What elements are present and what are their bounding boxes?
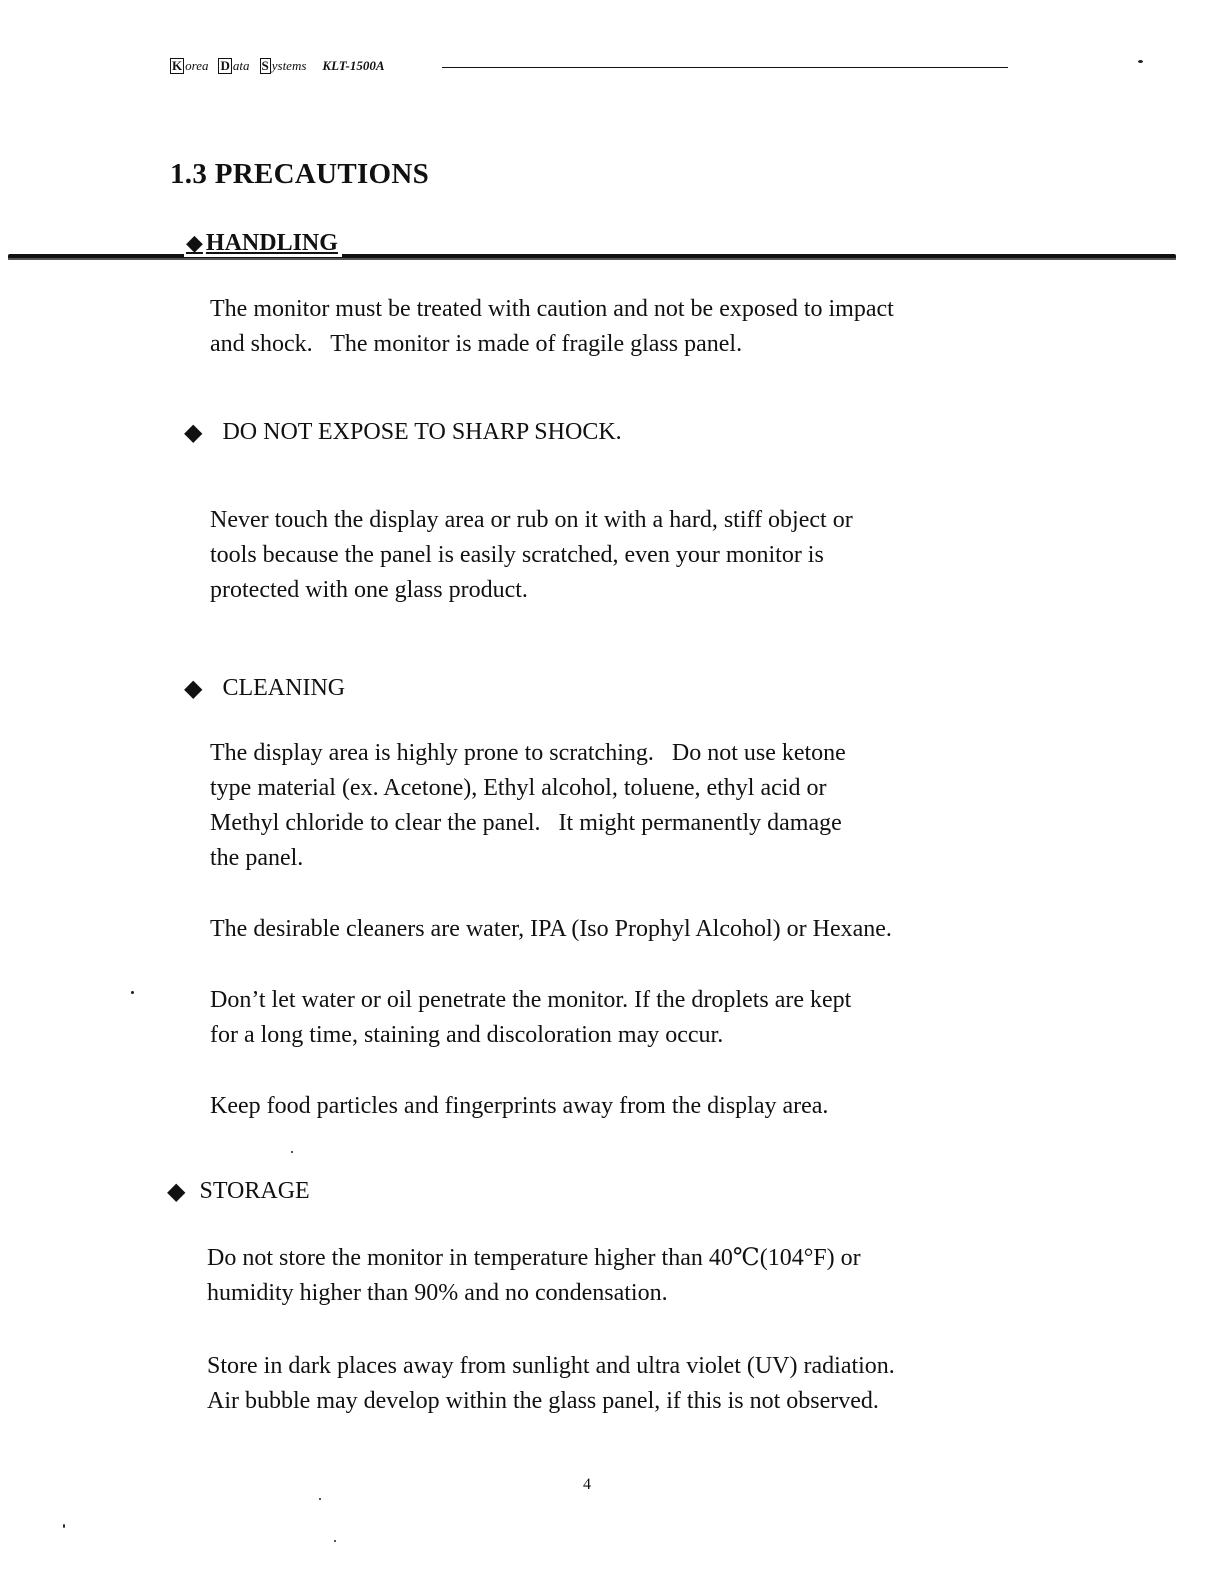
scan-speck xyxy=(334,1540,336,1542)
running-header xyxy=(170,58,385,74)
heading-handling: ◆ HANDLING xyxy=(184,230,342,257)
paragraph-shock: Never touch the display area or rub on it with a hard, stiff object or tools because the panel is easily scratched, even your monitor is protected with one glass product. xyxy=(210,507,853,603)
brand-word-systems: S ystems xyxy=(261,58,307,73)
paragraph-cleaning-1: The display area is highly prone to scratching. Do not use ketone type material (ex. Acetone), Ethyl alcohol, toluene, ethyl acid or Methyl chloride to clear the panel. It might permanently damage the panel. xyxy=(210,740,846,871)
diamond-bullet-icon: ◆ xyxy=(184,420,203,446)
scan-speck xyxy=(319,1498,321,1500)
paragraph-handling: The monitor must be treated with caution and not be exposed to impact and shock. The monitor is made of fragile glass panel. xyxy=(210,296,894,357)
page-title: 1.3 PRECAUTIONS xyxy=(170,158,430,190)
diamond-bullet-icon: ◆ xyxy=(167,1179,186,1205)
paragraph-storage-2: Store in dark places away from sunlight and ultra violet (UV) radiation. Air bubble may develop within the glass panel, if this is not observed. xyxy=(207,1353,895,1414)
section-rule-shadow xyxy=(8,258,1176,260)
heading-shock: ◆ DO NOT EXPOSE TO SHARP SHOCK. xyxy=(184,419,622,446)
paragraph-cleaning-2: The desirable cleaners are water, IPA (Iso Prophyl Alcohol) or Hexane. xyxy=(210,916,892,942)
scan-speck xyxy=(1138,60,1143,63)
page-number: 4 xyxy=(583,1476,591,1493)
brand-word-korea: K orea xyxy=(172,58,209,73)
diamond-bullet-icon: ◆ xyxy=(186,230,203,255)
scan-speck xyxy=(63,1524,65,1528)
header-rule xyxy=(442,67,1008,68)
model-number: KLT-1500A xyxy=(322,58,385,73)
scan-speck xyxy=(131,991,134,994)
heading-cleaning: ◆ CLEANING xyxy=(184,675,346,702)
paragraph-cleaning-4: Keep food particles and fingerprints away from the display area. xyxy=(210,1093,829,1119)
heading-storage: ◆ STORAGE xyxy=(167,1178,310,1205)
brand-word-data: D ata xyxy=(220,58,250,73)
paragraph-storage-1: Do not store the monitor in temperature higher than 40℃(104°F) or humidity higher than 90% and no condensation. xyxy=(207,1245,861,1306)
paragraph-cleaning-3: Don’t let water or oil penetrate the monitor. If the droplets are kept for a long time, staining and discoloration may occur. xyxy=(210,987,852,1048)
diamond-bullet-icon: ◆ xyxy=(184,676,203,702)
scan-speck xyxy=(291,1151,293,1153)
